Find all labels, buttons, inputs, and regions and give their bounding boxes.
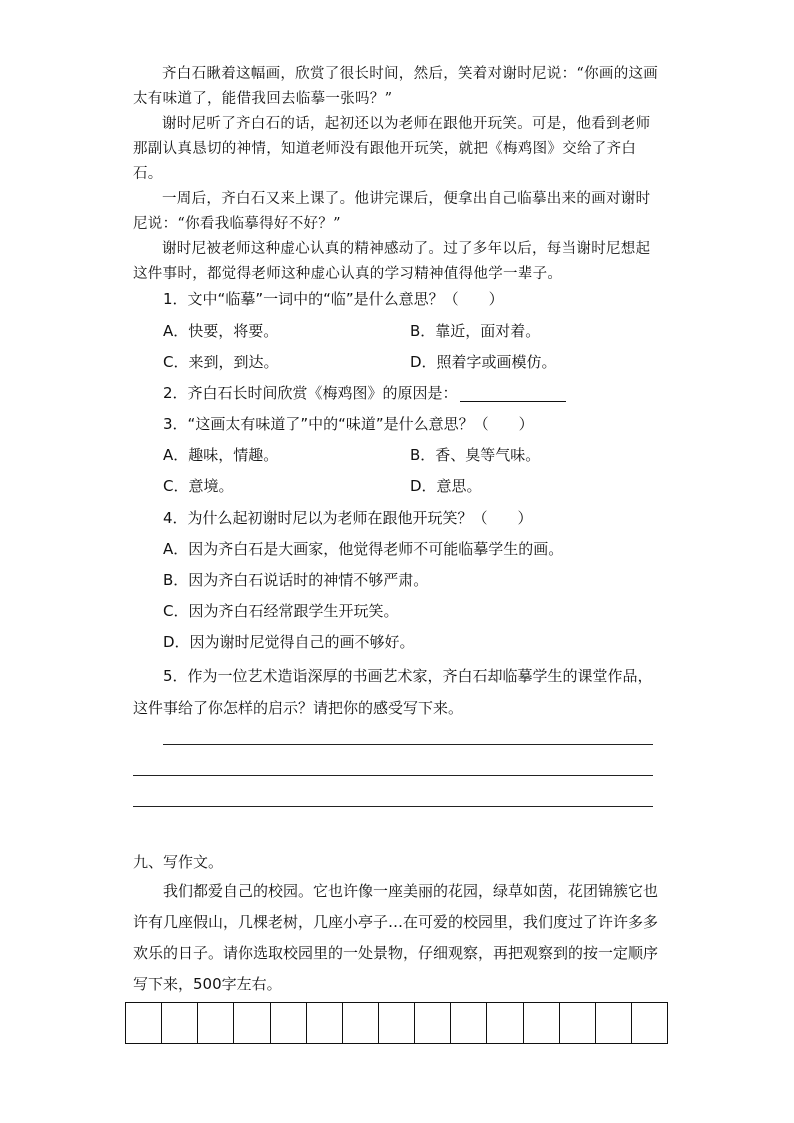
composition-prompt: 我们都爱自己的校园。它也许像一座美丽的花园，绿草如茵，花团锦簇它也许有几座假山，几棵老树，几座小亭子…在可爱的校园里，我们度过了许许多多欢乐的日子。请你选取校园里的一处景物，仔细观察，再把观察到的按一定顺序写下来，500字左右。 [133,882,659,993]
question-4-stem: 4．为什么起初谢时尼以为老师在跟他开玩笑？（ ） [163,509,533,527]
question-4-option-c[interactable]: C．因为齐白石经常跟学生开玩笑。 [163,602,399,620]
question-3-option-a[interactable]: A．趣味，情趣。 [163,446,279,464]
question-1-option-c[interactable]: C．来到，到达。 [163,353,279,371]
answer-line-2[interactable] [133,775,653,776]
grid-cell[interactable] [343,1003,379,1043]
grid-cell[interactable] [632,1003,667,1043]
composition-heading: 九、写作文。 [133,853,224,871]
question-3-option-d[interactable]: D．意思。 [410,477,482,495]
grid-cell[interactable] [379,1003,415,1043]
question-2-answer-blank[interactable] [460,383,566,402]
answer-line-3[interactable] [133,806,653,807]
question-1-stem: 1．文中“临摹”一词中的“临”是什么意思？（ ） [163,290,504,308]
question-4-option-a[interactable]: A．因为齐白石是大画家，他觉得老师不可能临摹学生的画。 [163,540,564,558]
grid-cell[interactable] [487,1003,523,1043]
question-1-option-a[interactable]: A．快要，将要。 [163,322,279,340]
grid-cell[interactable] [415,1003,451,1043]
passage-paragraph-2: 谢时尼听了齐白石的话，起初还以为老师在跟他开玩笑。可是，他看到老师那副认真恳切的神情，知道老师没有跟他开玩笑，就把《梅鸡图》交给了齐白石。 [133,116,651,182]
passage-paragraph-3: 一周后，齐白石又来上课了。他讲完课后，便拿出自己临摹出来的画对谢时尼说：“你看我临摹得好不好？” [133,191,651,232]
question-3-option-b[interactable]: B．香、臭等气味。 [410,446,541,464]
grid-cell[interactable] [596,1003,632,1043]
question-2 [163,378,566,409]
question-3-option-c[interactable]: C．意境。 [163,477,234,495]
question-2-stem: 2．齐白石长时间欣赏《梅鸡图》的原因是： [163,384,458,402]
grid-cell[interactable] [126,1003,162,1043]
question-1-option-b[interactable]: B．靠近，面对着。 [410,322,541,340]
question-3-stem: 3．“这画太有味道了”中的“味道”是什么意思？（ ） [163,415,534,433]
grid-cell[interactable] [524,1003,560,1043]
question-5-stem: 5．作为一位艺术造诣深厚的书画艺术家，齐白石却临摹学生的课堂作品，这件事给了你怎样的启示？请把你的感受写下来。 [133,667,653,717]
grid-cell[interactable] [198,1003,234,1043]
grid-cell[interactable] [451,1003,487,1043]
grid-cell[interactable] [234,1003,270,1043]
grid-cell[interactable] [162,1003,198,1043]
writing-grid[interactable] [125,1002,668,1044]
question-4-option-b[interactable]: B．因为齐白石说话时的神情不够严肃。 [163,571,429,589]
grid-cell[interactable] [307,1003,343,1043]
passage-paragraph-4: 谢时尼被老师这种虚心认真的精神感动了。过了多年以后，每当谢时尼想起这件事时，都觉得老师这种虚心认真的学习精神值得他学一辈子。 [133,241,651,282]
question-1-option-d[interactable]: D．照着字或画模仿。 [410,353,557,371]
passage-paragraph-1: 齐白石瞅着这幅画，欣赏了很长时间，然后，笑着对谢时尼说：“你画的这画太有味道了，能借我回去临摹一张吗？” [133,66,659,107]
answer-line-1[interactable] [163,744,653,745]
question-4-option-d[interactable]: D．因为谢时尼觉得自己的画不够好。 [163,633,415,651]
grid-cell[interactable] [560,1003,596,1043]
grid-cell[interactable] [271,1003,307,1043]
